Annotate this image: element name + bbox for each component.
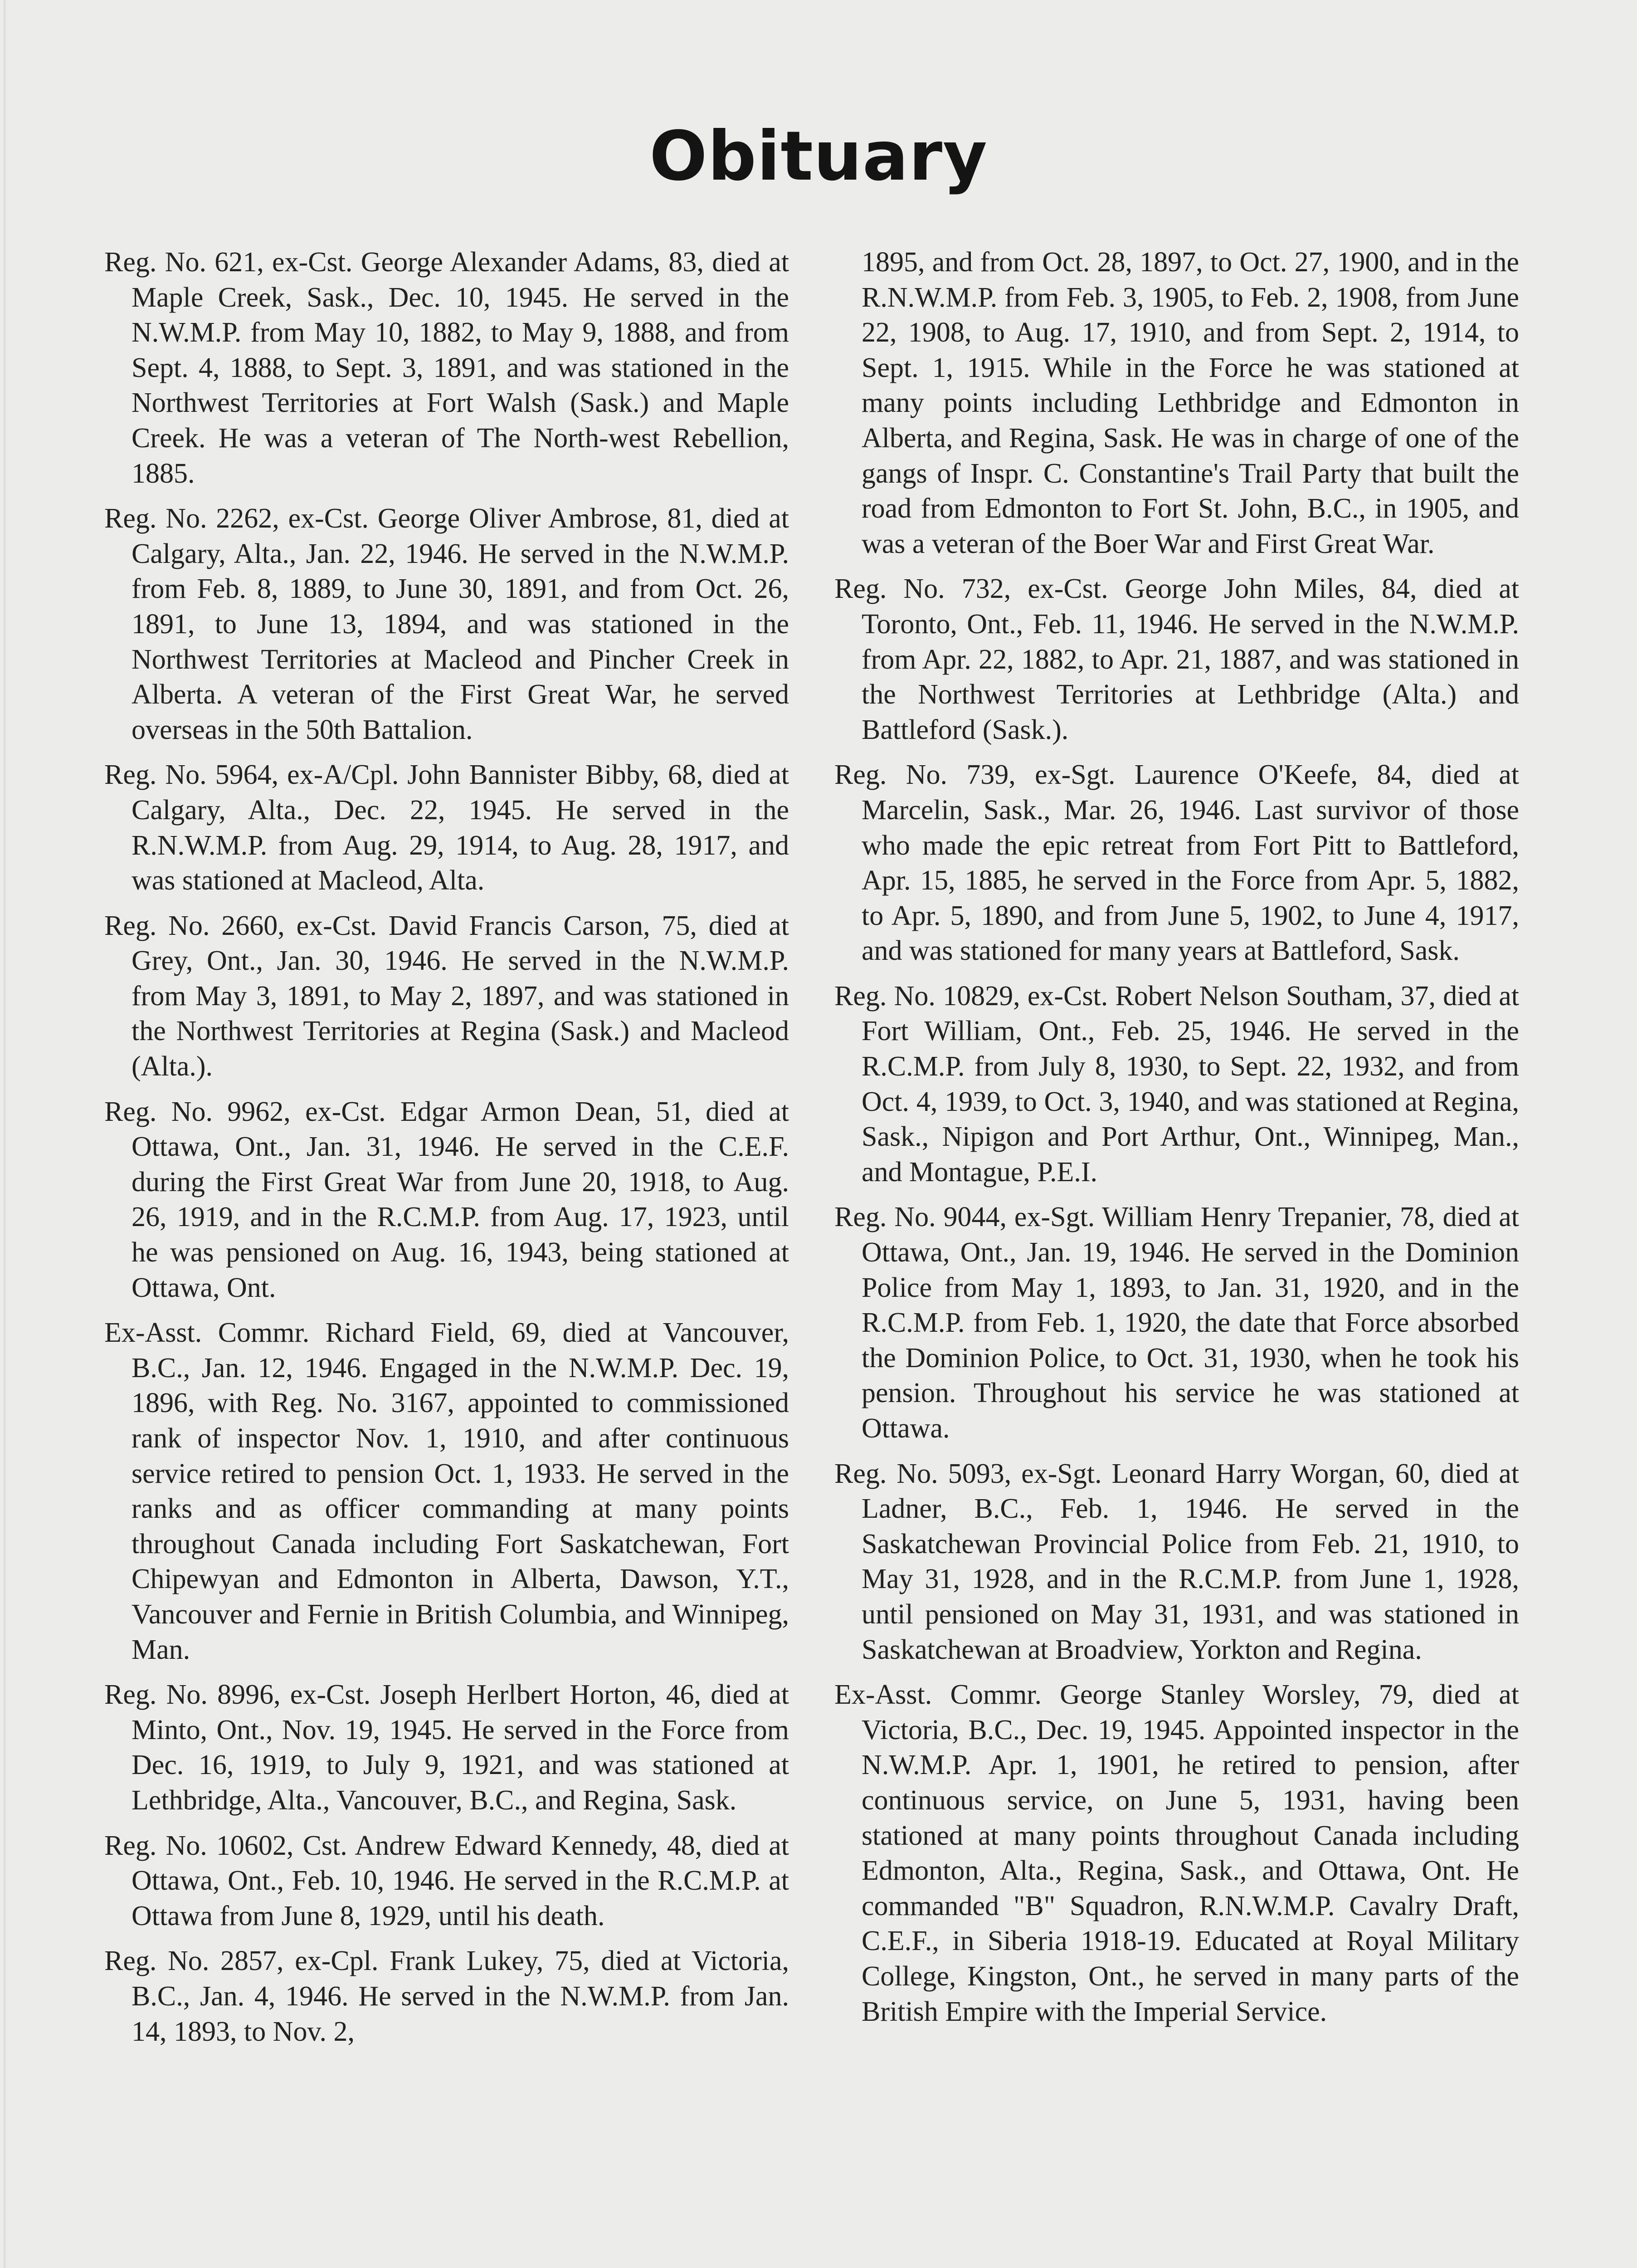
obituary-entry: Reg. No. 2660, ex-Cst. David Francis Carson, 75, died at Grey, Ont., Jan. 30, 1946. He served in the N.W.M.P. from May 3, 1891, to May 2, 1897, and was stationed in the Northwest Territories at Regina (Sask.) and Macleod (Alta.). [104,910,789,1082]
obituary-entry: Reg. No. 2857, ex-Cpl. Frank Lukey, 75, died at Victoria, B.C., Jan. 4, 1946. He served in the N.W.M.P. from Jan. 14, 1893, to Nov. 2, [104,1945,789,2047]
obituary-entry: Ex-Asst. Commr. Richard Field, 69, died at Vancouver, B.C., Jan. 12, 1946. Engaged in the N.W.M.P. Dec. 19, 1896, with Reg. No. 3167, appointed to commissioned rank of inspector Nov. 1, 1910, and after continuous service retired to pension Oct. 1, 1933. He served in the ranks and as officer commanding at many points throughout Canada including Fort Saskatchewan, Fort Chipewyan and Edmonton in Alberta, Dawson, Y.T., Vancouver and Fernie in British Columbia, and Winnipeg, Man. [104,1317,789,1665]
obituary-entry: Reg. No. 9044, ex-Sgt. William Henry Trepanier, 78, died at Ottawa, Ont., Jan. 19, 1946. He served in the Dominion Police from May 1, 1893, to Jan. 31, 1920, and in the R.C.M.P. from Feb. 1, 1920, the date that Force absorbed the Dominion Police, to Oct. 31, 1930, when he took his pension. Throughout his service he was stationed at Ottawa. [834,1202,1519,1444]
obituary-entry: Reg. No. 5964, ex-A/Cpl. John Bannister Bibby, 68, died at Calgary, Alta., Dec. 22, 1945. He served in the R.N.W.M.P. from Aug. 29, 1914, to Aug. 28, 1917, and was stationed at Macleod, Alta. [104,759,789,896]
right-column [834,245,1519,2039]
left-column [104,245,789,2059]
obituary-entry: Reg. No. 621, ex-Cst. George Alexander Adams, 83, died at Maple Creek, Sask., Dec. 10, 1945. He served in the N.W.M.P. from May 10, 1882, to May 9, 1888, and from Sept. 4, 1888, to Sept. 3, 1891, and was stationed in the Northwest Territories at Fort Walsh (Sask.) and Maple Creek. He was a veteran of The North-west Rebellion, 1885. [104,247,789,489]
obituary-entry: Reg. No. 8996, ex-Cst. Joseph Herlbert Horton, 46, died at Minto, Ont., Nov. 19, 1945. He served in the Force from Dec. 16, 1919, to July 9, 1921, and was stationed at Lethbridge, Alta., Vancouver, B.C., and Regina, Sask. [104,1679,789,1816]
obituary-entry: Reg. No. 2262, ex-Cst. George Oliver Ambrose, 81, died at Calgary, Alta., Jan. 22, 1946. He served in the N.W.M.P. from Feb. 8, 1889, to June 30, 1891, and from Oct. 26, 1891, to June 13, 1894, and was stationed in the Northwest Territories at Macleod and Pincher Creek in Alberta. A veteran of the First Great War, he served overseas in the 50th Battalion. [104,503,789,745]
obituary-entry: Reg. No. 739, ex-Sgt. Laurence O'Keefe, 84, died at Marcelin, Sask., Mar. 26, 1946. Last survivor of those who made the epic retreat from Fort Pitt to Battleford, Apr. 15, 1885, he served in the Force from Apr. 5, 1882, to Apr. 5, 1890, and from June 5, 1902, to June 4, 1917, and was stationed for many years at Battleford, Sask. [834,759,1519,967]
page-edge-shadow [4,0,6,2268]
obituary-entry: Reg. No. 5093, ex-Sgt. Leonard Harry Worgan, 60, died at Ladner, B.C., Feb. 1, 1946. He served in the Saskatchewan Provincial Police from Feb. 21, 1910, to May 31, 1928, and in the R.C.M.P. from June 1, 1928, until pensioned on May 31, 1931, and was stationed in Saskatchewan at Broadview, Yorkton and Regina. [834,1458,1519,1665]
obituary-entry: Ex-Asst. Commr. George Stanley Worsley, 79, died at Victoria, B.C., Dec. 19, 1945. Appointed inspector in the N.W.M.P. Apr. 1, 1901, he retired to pension, after continuous service, on June 5, 1931, having been stationed at many points throughout Canada including Edmonton, Alta., Regina, Sask., and Ottawa, Ont. He commanded "B" Squadron, R.N.W.M.P. Cavalry Draft, C.E.F., in Siberia 1918-19. Educated at Royal Military College, Kingston, Ont., he served in many parts of the British Empire with the Imperial Service. [834,1679,1519,2027]
obituary-entry-continued: 1895, and from Oct. 28, 1897, to Oct. 27, 1900, and in the R.N.W.M.P. from Feb. 3, 1905, to Feb. 2, 1908, from June 22, 1908, to Aug. 17, 1910, and from Sept. 2, 1914, to Sept. 1, 1915. While in the Force he was stationed at many points including Lethbridge and Edmonton in Alberta, and Regina, Sask. He was in charge of one of the gangs of Inspr. C. Constantine's Trail Party that built the road from Edmonton to Fort St. John, B.C., in 1905, and was a veteran of the Boer War and First Great War. [862,247,1519,559]
obituary-entry: Reg. No. 732, ex-Cst. George John Miles, 84, died at Toronto, Ont., Feb. 11, 1946. He served in the N.W.M.P. from Apr. 22, 1882, to Apr. 21, 1887, and was stationed in the Northwest Territories at Lethbridge (Alta.) and Battleford (Sask.). [834,573,1519,745]
obituary-entry: Reg. No. 10829, ex-Cst. Robert Nelson Southam, 37, died at Fort William, Ont., Feb. 25, 1946. He served in the R.C.M.P. from July 8, 1930, to Sept. 22, 1932, and from Oct. 4, 1939, to Oct. 3, 1940, and was stationed at Regina, Sask., Nipigon and Port Arthur, Ont., Winnipeg, Man., and Montague, P.E.I. [834,980,1519,1188]
obituary-entry: Reg. No. 9962, ex-Cst. Edgar Armon Dean, 51, died at Ottawa, Ont., Jan. 31, 1946. He served in the C.E.F. during the First Great War from June 20, 1918, to Aug. 26, 1919, and in the R.C.M.P. from Aug. 17, 1923, until he was pensioned on Aug. 16, 1943, being stationed at Ottawa, Ont. [104,1096,789,1303]
obituary-entry: Reg. No. 10602, Cst. Andrew Edward Kennedy, 48, died at Ottawa, Ont., Feb. 10, 1946. He served in the R.C.M.P. at Ottawa from June 8, 1929, until his death. [104,1830,789,1931]
page-title: Obituary [649,117,988,196]
